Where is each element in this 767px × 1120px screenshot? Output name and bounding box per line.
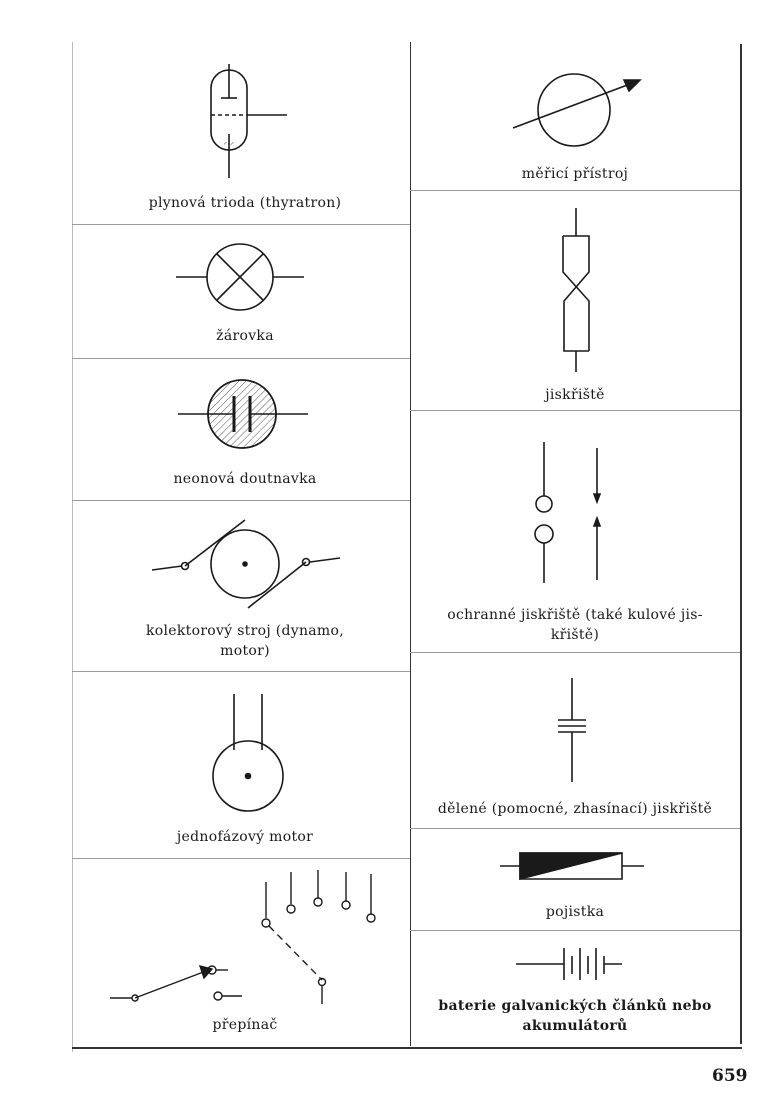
single-phase-motor-label: jednofázový motor [176,829,314,845]
battery-label-1: baterie galvanických článků nebo [438,998,712,1014]
row-divider [72,671,410,672]
bottom-border [72,1047,742,1049]
row-divider [410,828,740,829]
page-number: 659 [712,1066,748,1086]
column-divider [410,42,411,1046]
divided-spark-gap-symbol [556,676,590,784]
commutator-machine-label-1: kolektorový stroj (dynamo, [146,623,344,639]
row-divider [72,500,410,501]
protective-spark-gap-label-2: křiště) [550,627,600,643]
battery-label-2: akumulátorů [522,1018,628,1034]
row-divider [72,224,410,225]
commutator-machine-symbol [150,518,350,610]
row-divider [72,858,410,859]
spark-gap-symbol [555,206,605,374]
thyratron-symbol [195,60,295,180]
left-border [72,42,73,1052]
protective-spark-gap-symbol [530,440,610,585]
neon-lamp-symbol [178,378,310,454]
meter-symbol [510,70,645,160]
row-divider [72,358,410,359]
row-divider [410,930,740,931]
switch-symbol [108,868,398,1008]
row-divider [410,410,740,411]
battery-symbol [514,944,628,984]
fuse-symbol [498,850,648,884]
row-divider [410,190,740,191]
protective-spark-gap-label-1: ochranné jiskřiště (také kulové jis- [447,607,703,623]
lamp-symbol [176,243,306,313]
switch-label: přepínač [212,1017,278,1033]
fuse-label: pojistka [545,904,605,920]
right-border [740,44,742,1044]
thyratron-label: plynová trioda (thyratron) [148,195,342,211]
row-divider [410,652,740,653]
divided-spark-gap-label: dělené (pomocné, zhasínací) jiskřiště [437,801,713,817]
meter-label: měřicí přístroj [521,166,629,182]
single-phase-motor-symbol [208,692,288,814]
commutator-machine-label-2: motor) [220,643,270,659]
spark-gap-label: jiskřiště [545,387,605,403]
neon-lamp-label: neonová doutnavka [173,471,317,487]
lamp-label: žárovka [216,328,274,344]
